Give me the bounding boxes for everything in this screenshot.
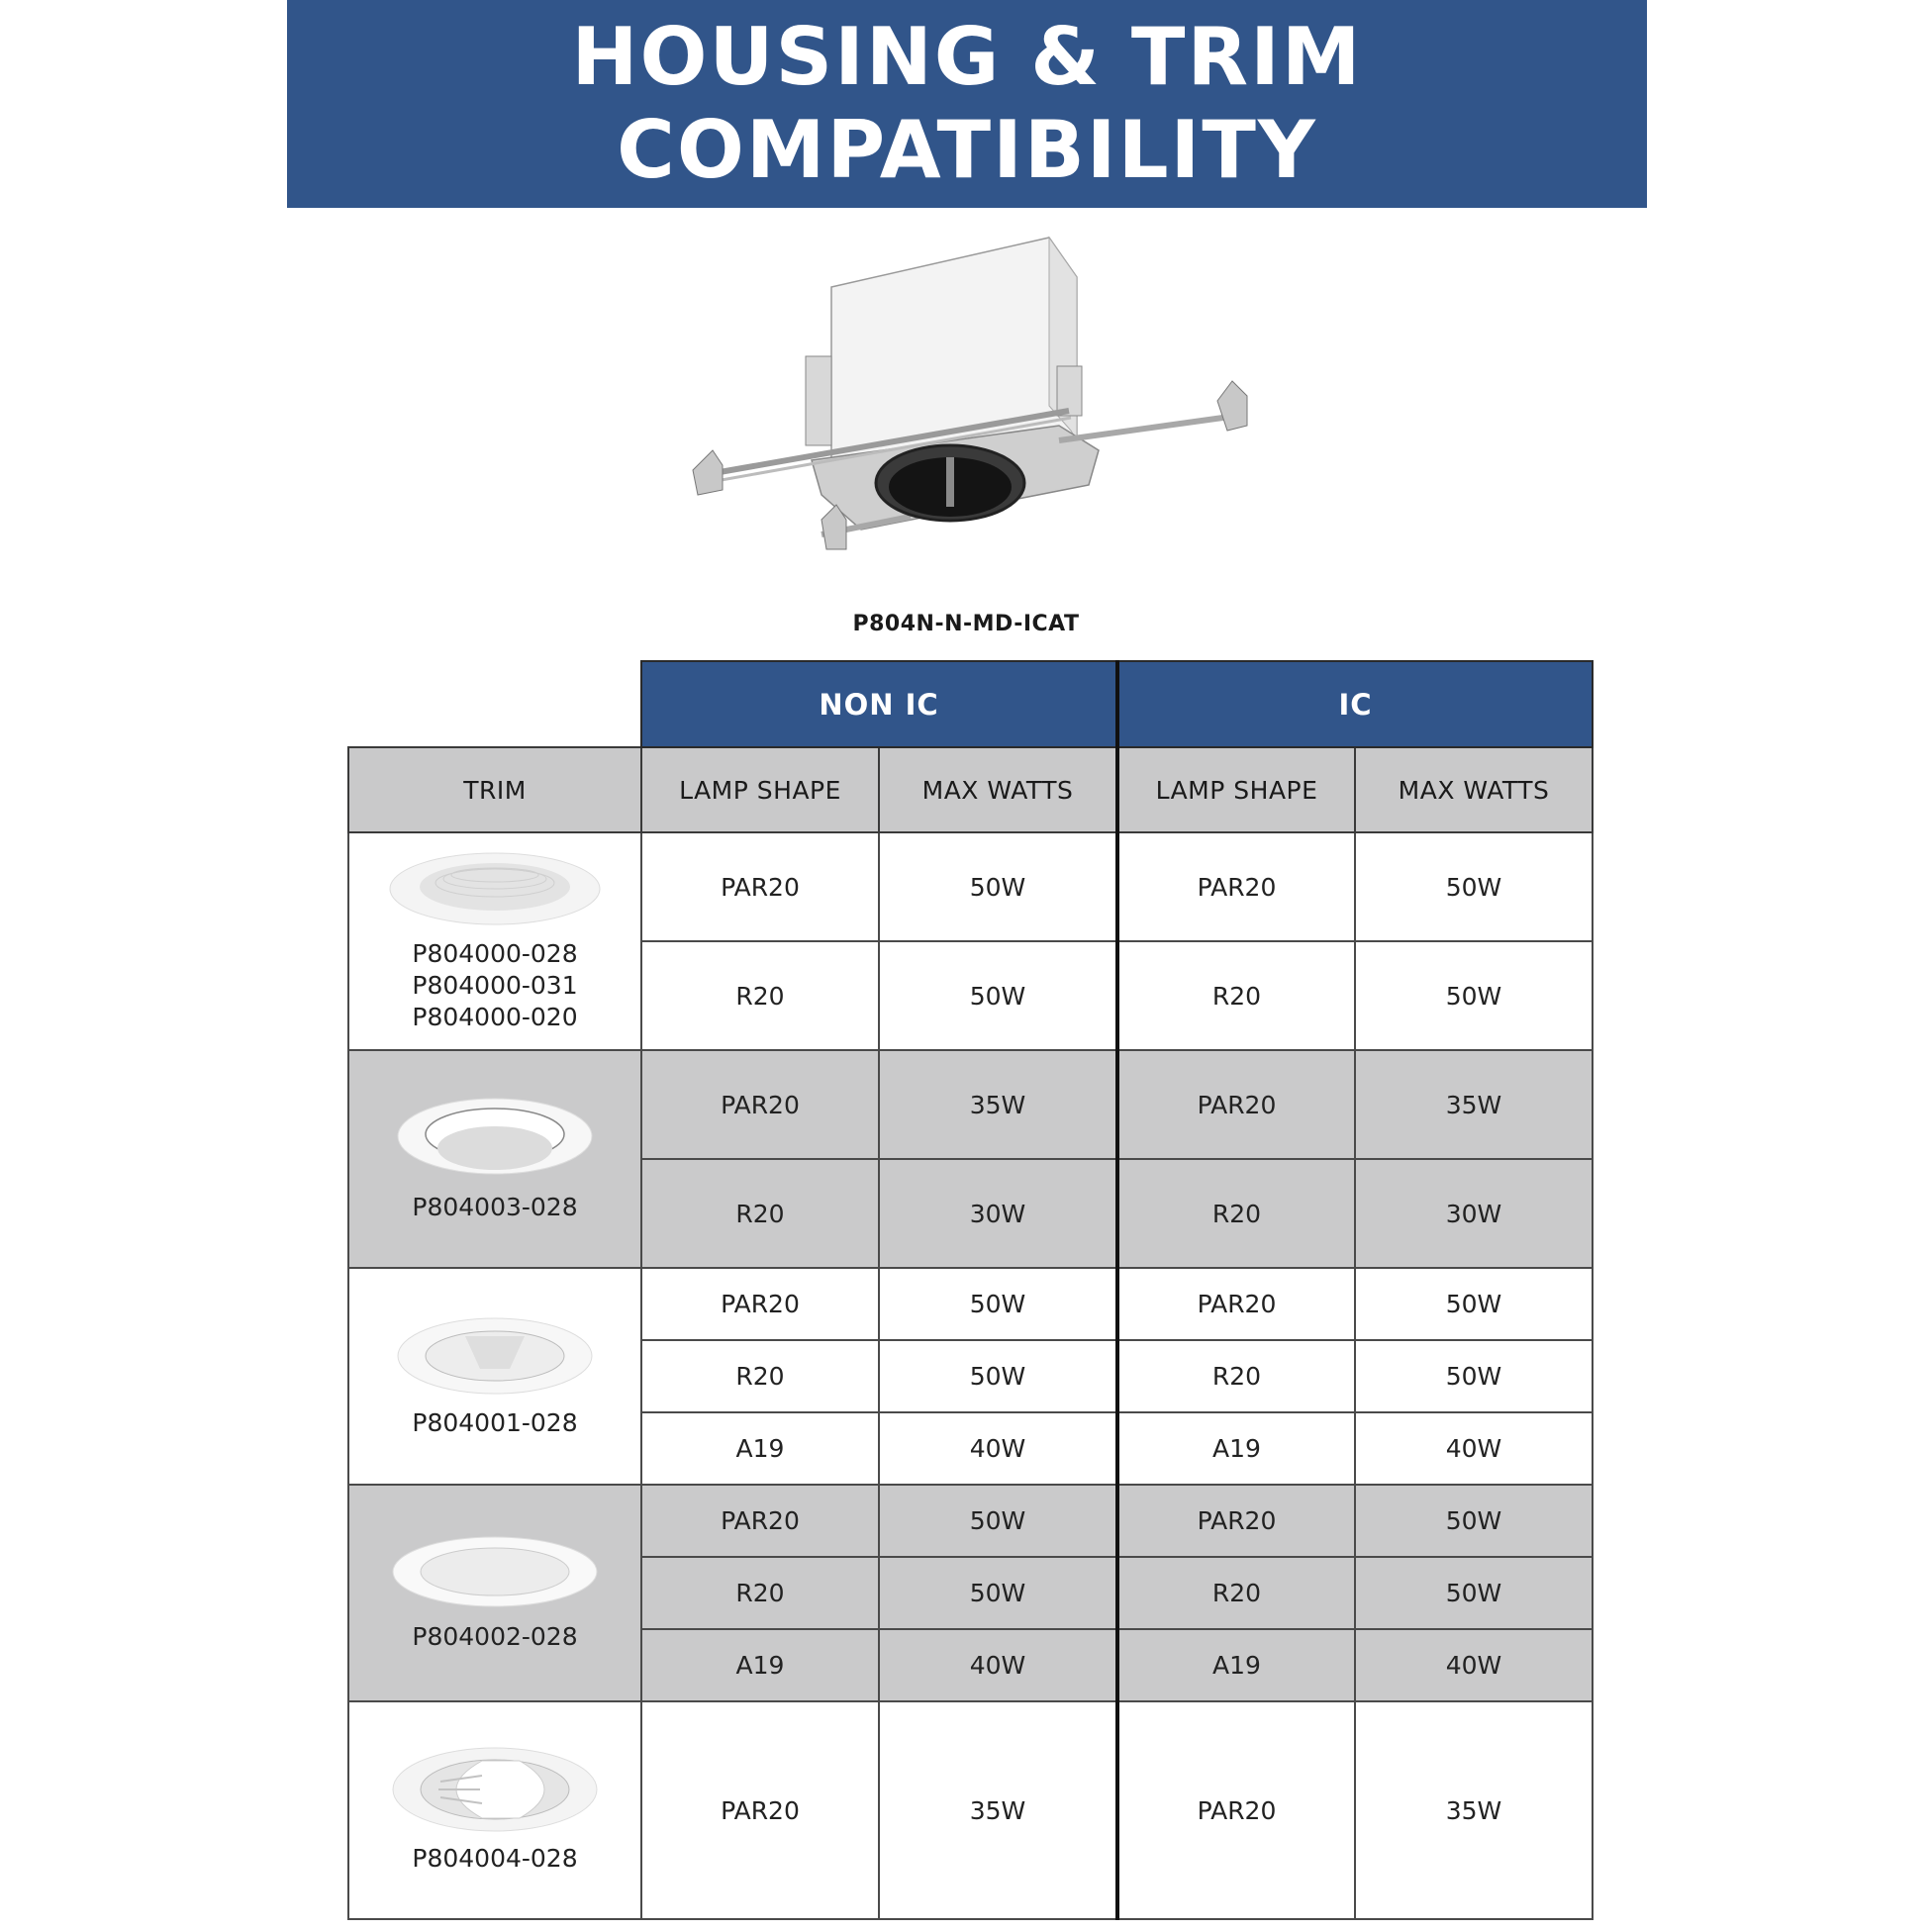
ic-max-watts: 40W — [1355, 1629, 1593, 1701]
trim-code: P804001-028 — [412, 1407, 578, 1437]
column-header-ic-lamp-shape: LAMP SHAPE — [1117, 747, 1355, 832]
title-line-2: COMPATIBILITY — [617, 104, 1317, 196]
ic-max-watts: 40W — [1355, 1412, 1593, 1485]
trim-cell — [348, 1485, 641, 1701]
eyeball-trim-image — [396, 1095, 594, 1182]
column-header-trim: TRIM — [348, 747, 641, 832]
blank-corner — [348, 661, 641, 747]
table-row — [348, 832, 1593, 941]
ic-max-watts: 50W — [1355, 941, 1593, 1050]
non-ic-lamp-shape: R20 — [641, 1159, 879, 1268]
open-reflector-trim-image — [391, 1534, 599, 1611]
ic-lamp-shape: PAR20 — [1117, 832, 1355, 941]
cone-reflector-trim-image — [396, 1314, 594, 1398]
non-ic-max-watts: 50W — [879, 832, 1117, 941]
recessed-housing-image — [683, 228, 1277, 564]
trim-cell — [348, 832, 641, 1050]
table-row — [348, 1050, 1593, 1159]
ic-lamp-shape: A19 — [1117, 1629, 1355, 1701]
trim-code: P804000-020 — [412, 1003, 578, 1031]
ic-max-watts: 50W — [1355, 1557, 1593, 1629]
compatibility-table — [347, 660, 1594, 1920]
ic-max-watts: 35W — [1355, 1050, 1593, 1159]
non-ic-lamp-shape: PAR20 — [641, 1701, 879, 1919]
non-ic-lamp-shape: PAR20 — [641, 1485, 879, 1557]
ic-max-watts: 30W — [1355, 1159, 1593, 1268]
trim-cell — [348, 1050, 641, 1268]
trim-code: P804000-028 — [412, 939, 578, 968]
ic-max-watts: 50W — [1355, 832, 1593, 941]
non-ic-lamp-shape: R20 — [641, 941, 879, 1050]
trim-cell — [348, 1268, 641, 1485]
non-ic-lamp-shape: A19 — [641, 1412, 879, 1485]
title-banner — [287, 0, 1647, 208]
ic-max-watts: 50W — [1355, 1485, 1593, 1557]
non-ic-max-watts: 35W — [879, 1701, 1117, 1919]
non-ic-max-watts: 40W — [879, 1629, 1117, 1701]
trim-code: P804004-028 — [412, 1844, 578, 1873]
trim-code: P804000-031 — [412, 971, 578, 1000]
non-ic-lamp-shape: R20 — [641, 1340, 879, 1412]
non-ic-max-watts: 35W — [879, 1050, 1117, 1159]
ic-max-watts: 50W — [1355, 1268, 1593, 1340]
ic-lamp-shape: R20 — [1117, 1159, 1355, 1268]
ic-lamp-shape: A19 — [1117, 1412, 1355, 1485]
trim-code: P804002-028 — [412, 1621, 578, 1651]
trim-code: P804003-028 — [412, 1193, 578, 1221]
non-ic-max-watts: 40W — [879, 1412, 1117, 1485]
title-line-1: HOUSING & TRIM — [571, 11, 1363, 103]
wall-wash-trim-image — [391, 1746, 599, 1833]
ic-lamp-shape: PAR20 — [1117, 1050, 1355, 1159]
group-header-non-ic: NON IC — [641, 661, 1117, 747]
non-ic-lamp-shape: PAR20 — [641, 1050, 879, 1159]
column-header-non-ic-max-watts: MAX WATTS — [879, 747, 1117, 832]
column-header-non-ic-lamp-shape: LAMP SHAPE — [641, 747, 879, 832]
housing-model: P804N-N-MD-ICAT — [852, 612, 1080, 636]
non-ic-lamp-shape: A19 — [641, 1629, 879, 1701]
non-ic-lamp-shape: R20 — [641, 1557, 879, 1629]
baffle-trim-image — [388, 849, 602, 928]
non-ic-lamp-shape: PAR20 — [641, 832, 879, 941]
non-ic-lamp-shape: PAR20 — [641, 1268, 879, 1340]
ic-lamp-shape: PAR20 — [1117, 1485, 1355, 1557]
non-ic-max-watts: 50W — [879, 1340, 1117, 1412]
ic-lamp-shape: R20 — [1117, 1340, 1355, 1412]
ic-lamp-shape: PAR20 — [1117, 1701, 1355, 1919]
table-row — [348, 1268, 1593, 1340]
ic-lamp-shape: R20 — [1117, 1557, 1355, 1629]
non-ic-max-watts: 50W — [879, 1268, 1117, 1340]
ic-lamp-shape: R20 — [1117, 941, 1355, 1050]
table-row — [348, 1485, 1593, 1557]
table-row — [348, 1701, 1593, 1919]
ic-max-watts: 50W — [1355, 1340, 1593, 1412]
non-ic-max-watts: 50W — [879, 941, 1117, 1050]
non-ic-max-watts: 30W — [879, 1159, 1117, 1268]
non-ic-max-watts: 50W — [879, 1485, 1117, 1557]
ic-max-watts: 35W — [1355, 1701, 1593, 1919]
trim-cell — [348, 1701, 641, 1919]
column-header-ic-max-watts: MAX WATTS — [1355, 747, 1593, 832]
non-ic-max-watts: 50W — [879, 1557, 1117, 1629]
group-header-ic: IC — [1117, 661, 1593, 747]
ic-lamp-shape: PAR20 — [1117, 1268, 1355, 1340]
